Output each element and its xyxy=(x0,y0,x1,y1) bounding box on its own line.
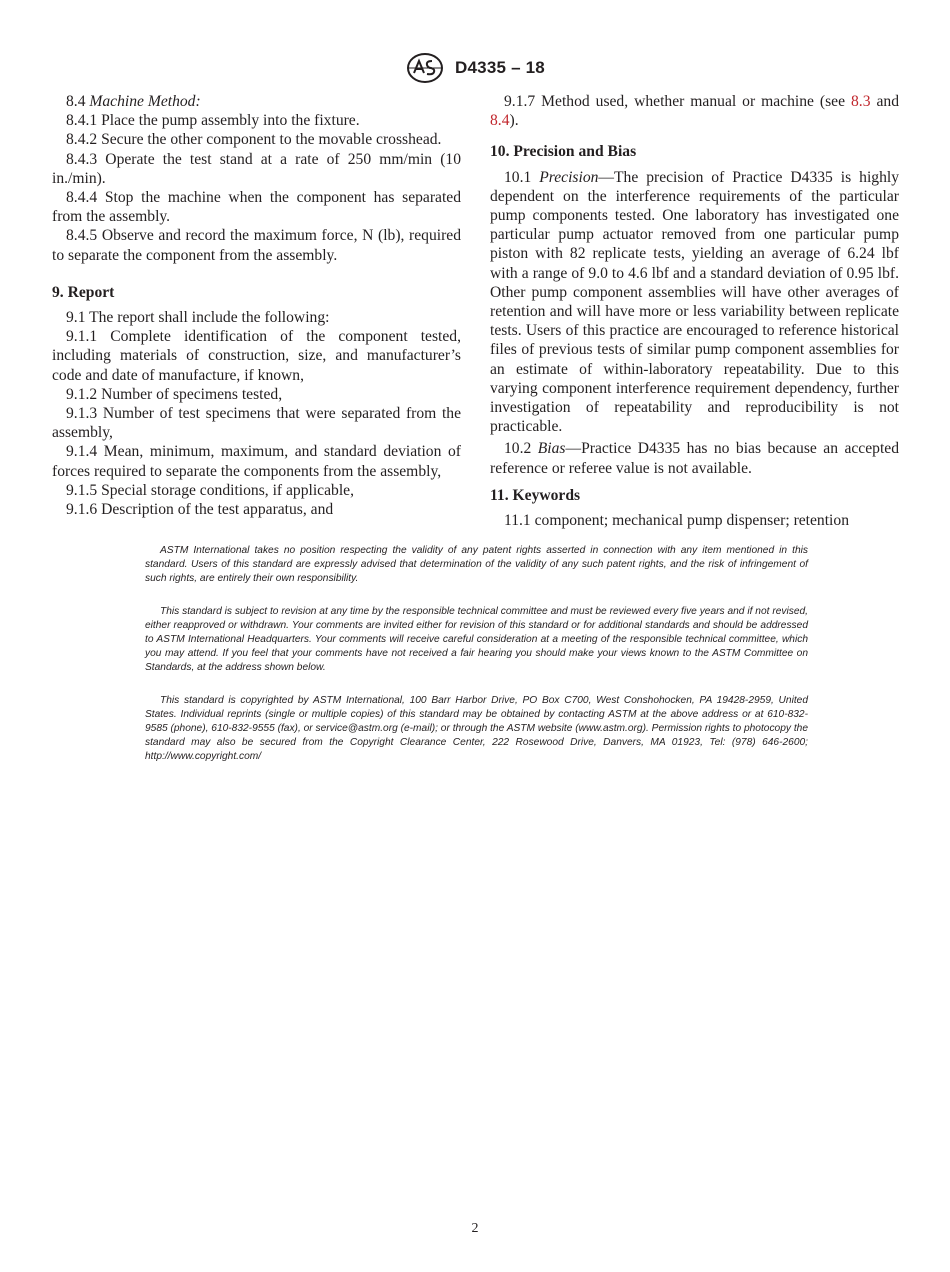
section-9-1-5: 9.1.5 Special storage conditions, if applicable, xyxy=(66,481,354,499)
section-9-1-4: 9.1.4 Mean, minimum, maximum, and standard deviation of forces required to separate the components from the assembly, xyxy=(52,443,461,480)
section-8-4-2: 8.4.2 Secure the other component to the movable crosshead. xyxy=(66,131,442,149)
heading-keywords: 11. Keywords xyxy=(490,486,581,504)
notice-patent: ASTM International takes no position respecting the validity of any patent rights asserted in connection with any item mentioned in this standard. Users of this standard are expressly advised that determination of the validity of any such patent rights, and the risk of infringement of such rights, are entirely their own responsibility. xyxy=(145,545,808,584)
page-number: 2 xyxy=(471,1221,479,1236)
ref-link-8-3[interactable]: 8.3 xyxy=(851,93,871,110)
section-8-4-5: 8.4.5 Observe and record the maximum force, N (lb), required to separate the component from the assembly. xyxy=(52,227,461,264)
section-9-1-1: 9.1.1 Complete identification of the component tested, including materials of construction, size, and manufacturer’s code and date of manufacture, if known, xyxy=(52,328,461,384)
section-8-4-1: 8.4.1 Place the pump assembly into the fixture. xyxy=(66,112,360,130)
section-9-1-7: 9.1.7 Method used, whether manual or machine (see 8.3 and 8.4). xyxy=(490,93,899,130)
heading-precision-bias: 10. Precision and Bias xyxy=(490,143,637,161)
section-9-1: 9.1 The report shall include the following: xyxy=(66,309,330,327)
page-header xyxy=(0,52,950,84)
ref-link-8-4[interactable]: 8.4 xyxy=(490,112,510,130)
section-10-1: 10.1 Precision—The precision of Practice D4335 is highly dependent on the interference requirements of the particular pump components tested. One laboratory has investigated one particular pump actuator removed from one particular pump piston with 82 replicate tests, yielding an average of 6.24 lbf with a range of 9.0 to 4.6 lbf and a standard deviation of 0.95 lbf. Other pump component assemblies will have other averages of retention and will have more or less variability between replicate tests. Users of this practice are encouraged to reference historical files of previous tests of similar pump component assemblies for an estimate of within-laboratory repeatability. Due to this varying component interference requirement dependency, further investigation of repeatability and reproducibility is not practicable. xyxy=(490,168,899,436)
section-9-1-2: 9.1.2 Number of specimens tested, xyxy=(66,385,283,403)
section-8-4: 8.4 Machine Method: xyxy=(66,93,201,110)
section-9-1-3: 9.1.3 Number of test specimens that were separated from the assembly, xyxy=(52,405,461,442)
left-column xyxy=(52,92,461,519)
section-8-4-4: 8.4.4 Stop the machine when the component has separated from the assembly. xyxy=(52,189,461,226)
section-9-1-6: 9.1.6 Description of the test apparatus, and xyxy=(66,501,334,519)
section-10-2: 10.2 Bias—Practice D4335 has no bias because an accepted reference or referee value is not available. xyxy=(490,440,899,477)
right-column xyxy=(490,92,899,530)
section-11-1: 11.1 component; mechanical pump dispenser; retention xyxy=(504,512,849,530)
astm-logo-icon xyxy=(405,52,445,84)
astm-notices xyxy=(145,544,808,783)
heading-report: 9. Report xyxy=(52,283,115,301)
notice-revision: This standard is subject to revision at any time by the responsible technical committee and must be reviewed every five years and if not revised, either reapproved or withdrawn. Your comments are invited either for revision of this standard or for additional standards and should be addressed to ASTM International Headquarters. Your comments will receive careful consideration at a meeting of the responsible technical committee, which you may attend. If you feel that your comments have not received a fair hearing you should make your views known to the ASTM Committee on Standards, at the address shown below. xyxy=(145,606,808,673)
section-8-4-3: 8.4.3 Operate the test stand at a rate of 250 mm/min (10 in./min). xyxy=(52,150,461,187)
notice-copyright: This standard is copyrighted by ASTM International, 100 Barr Harbor Drive, PO Box C700, West Conshohocken, PA 19428-2959, United States. Individual reprints (single or multiple copies) of this standard may be obtained by contacting ASTM at the above address or at 610-832-9585 (phone), 610-832-9555 (fax), or service@astm.org (e-mail); or through the ASTM website (www.astm.org). Permission rights to photocopy the standard may also be secured from the Copyright Clearance Center, 222 Rosewood Drive, Danvers, MA 01923, Tel: (978) 646-2600; http://www.copyright.com/ xyxy=(145,695,808,762)
standard-designation: D4335 – 18 xyxy=(455,58,545,77)
